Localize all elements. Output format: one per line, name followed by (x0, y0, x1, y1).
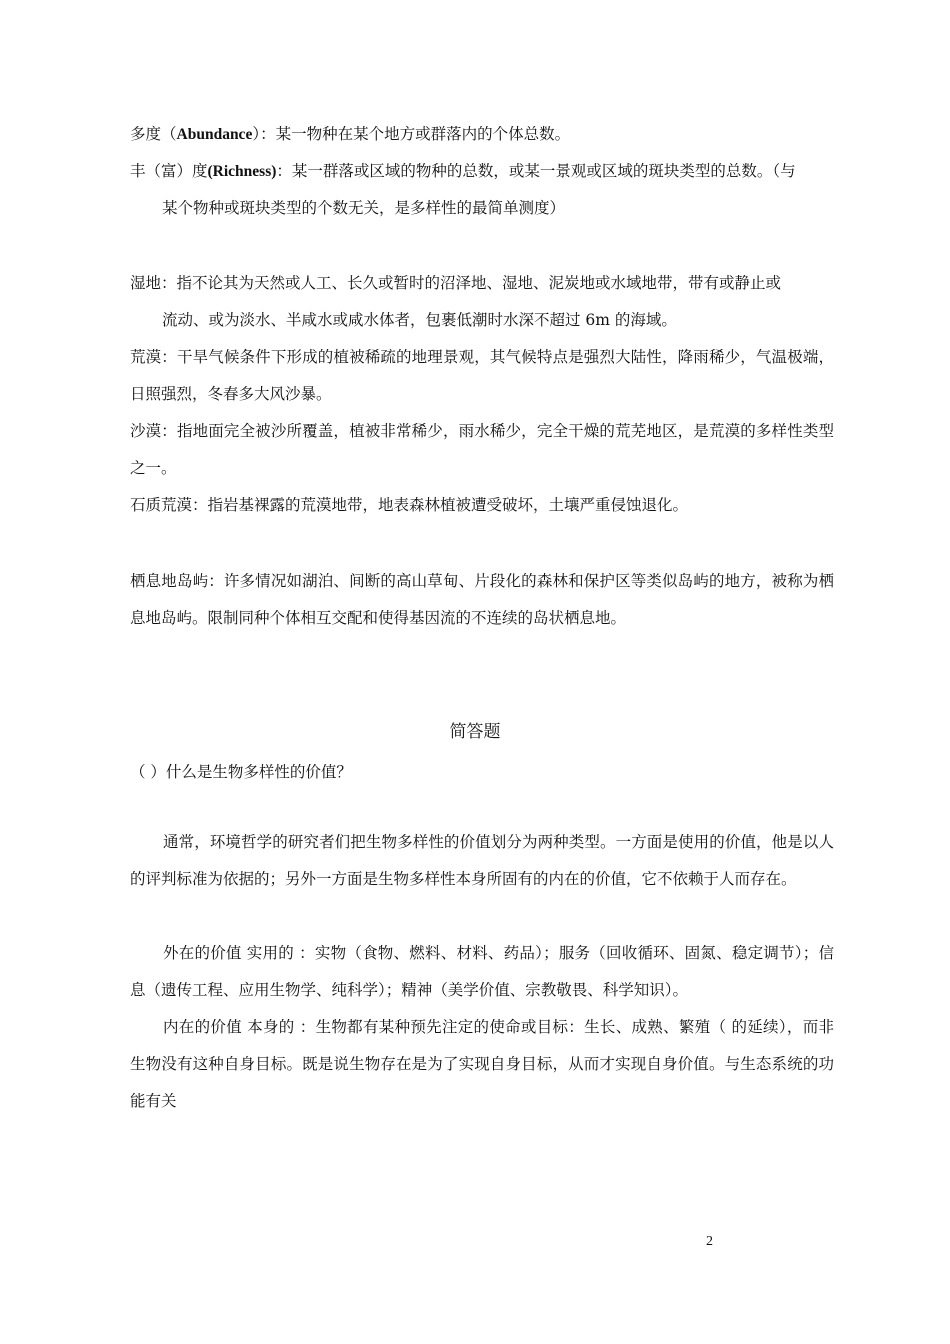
definition-habitat-island: 栖息地岛屿：许多情况如湖泊、间断的高山草甸、片段化的森林和保护区等类似岛屿的地方，被称为栖息地岛屿。限制同种个体相互交配和使得基因流的不连续的岛状栖息地。 (130, 572, 834, 627)
definition-abundance: 多度（Abundance）：某一物种在某个地方或群落内的个体总数。 (130, 125, 571, 143)
question: （ ）什么是生物多样性的价值？ (130, 763, 352, 781)
definition-richness: 丰（富）度(Richness)：某一群落或区域的物种的总数，或某一景观或区域的斑块类型的总数。（与 某个物种或斑块类型的个数无关，是多样性的最简单测度） (130, 162, 796, 217)
answer-paragraph-1: 通常，环境哲学的研究者们把生物多样性的价值划分为两种类型。一方面是使用的价值，他是以人的评判标准为依据的；另外一方面是生物多样性本身所固有的内在的价值，它不依赖于人而存在。 (130, 833, 834, 888)
definition-rocky-desert: 石质荒漠：指岩基裸露的荒漠地带，地表森林植被遭受破坏，土壤严重侵蚀退化。 (130, 496, 689, 514)
answer-paragraph-3: 内在的价值 本身的 ：生物都有某种预先注定的使命或目标：生长、成熟、繁殖（ 的延续），而非生物没有这种自身目标。既是说生物存在是为了实现自身目标，从而才实现自身价值。与生态系统的功能有关 (130, 1018, 834, 1110)
definition-desert: 荒漠：干旱气候条件下形成的植被稀疏的地理景观，其气候特点是强烈大陆性，降雨稀少，气温极端，日照强烈，冬春多大风沙暴。 (130, 348, 834, 403)
page-number: 2 (706, 1234, 713, 1249)
section-title: 简答题 (449, 722, 501, 742)
answer-paragraph-2: 外在的价值 实用的 ：实物（食物、燃料、材料、药品）；服务（回收循环、固氮、稳定调节）；信息（遗传工程、应用生物学、纯科学）；精神（美学价值、宗教敬畏、科学知识）。 (130, 944, 834, 999)
definition-sand-desert: 沙漠：指地面完全被沙所覆盖，植被非常稀少，雨水稀少，完全干燥的荒芜地区，是荒漠的多样性类型之一。 (130, 422, 834, 477)
definition-wetland: 湿地：指不论其为天然或人工、长久或暂时的沼泽地、湿地、泥炭地或水域地带，带有或静止或 流动、或为淡水、半咸水或咸水体者，包裹低潮时水深不超过 6m 的海域。 (130, 274, 782, 329)
